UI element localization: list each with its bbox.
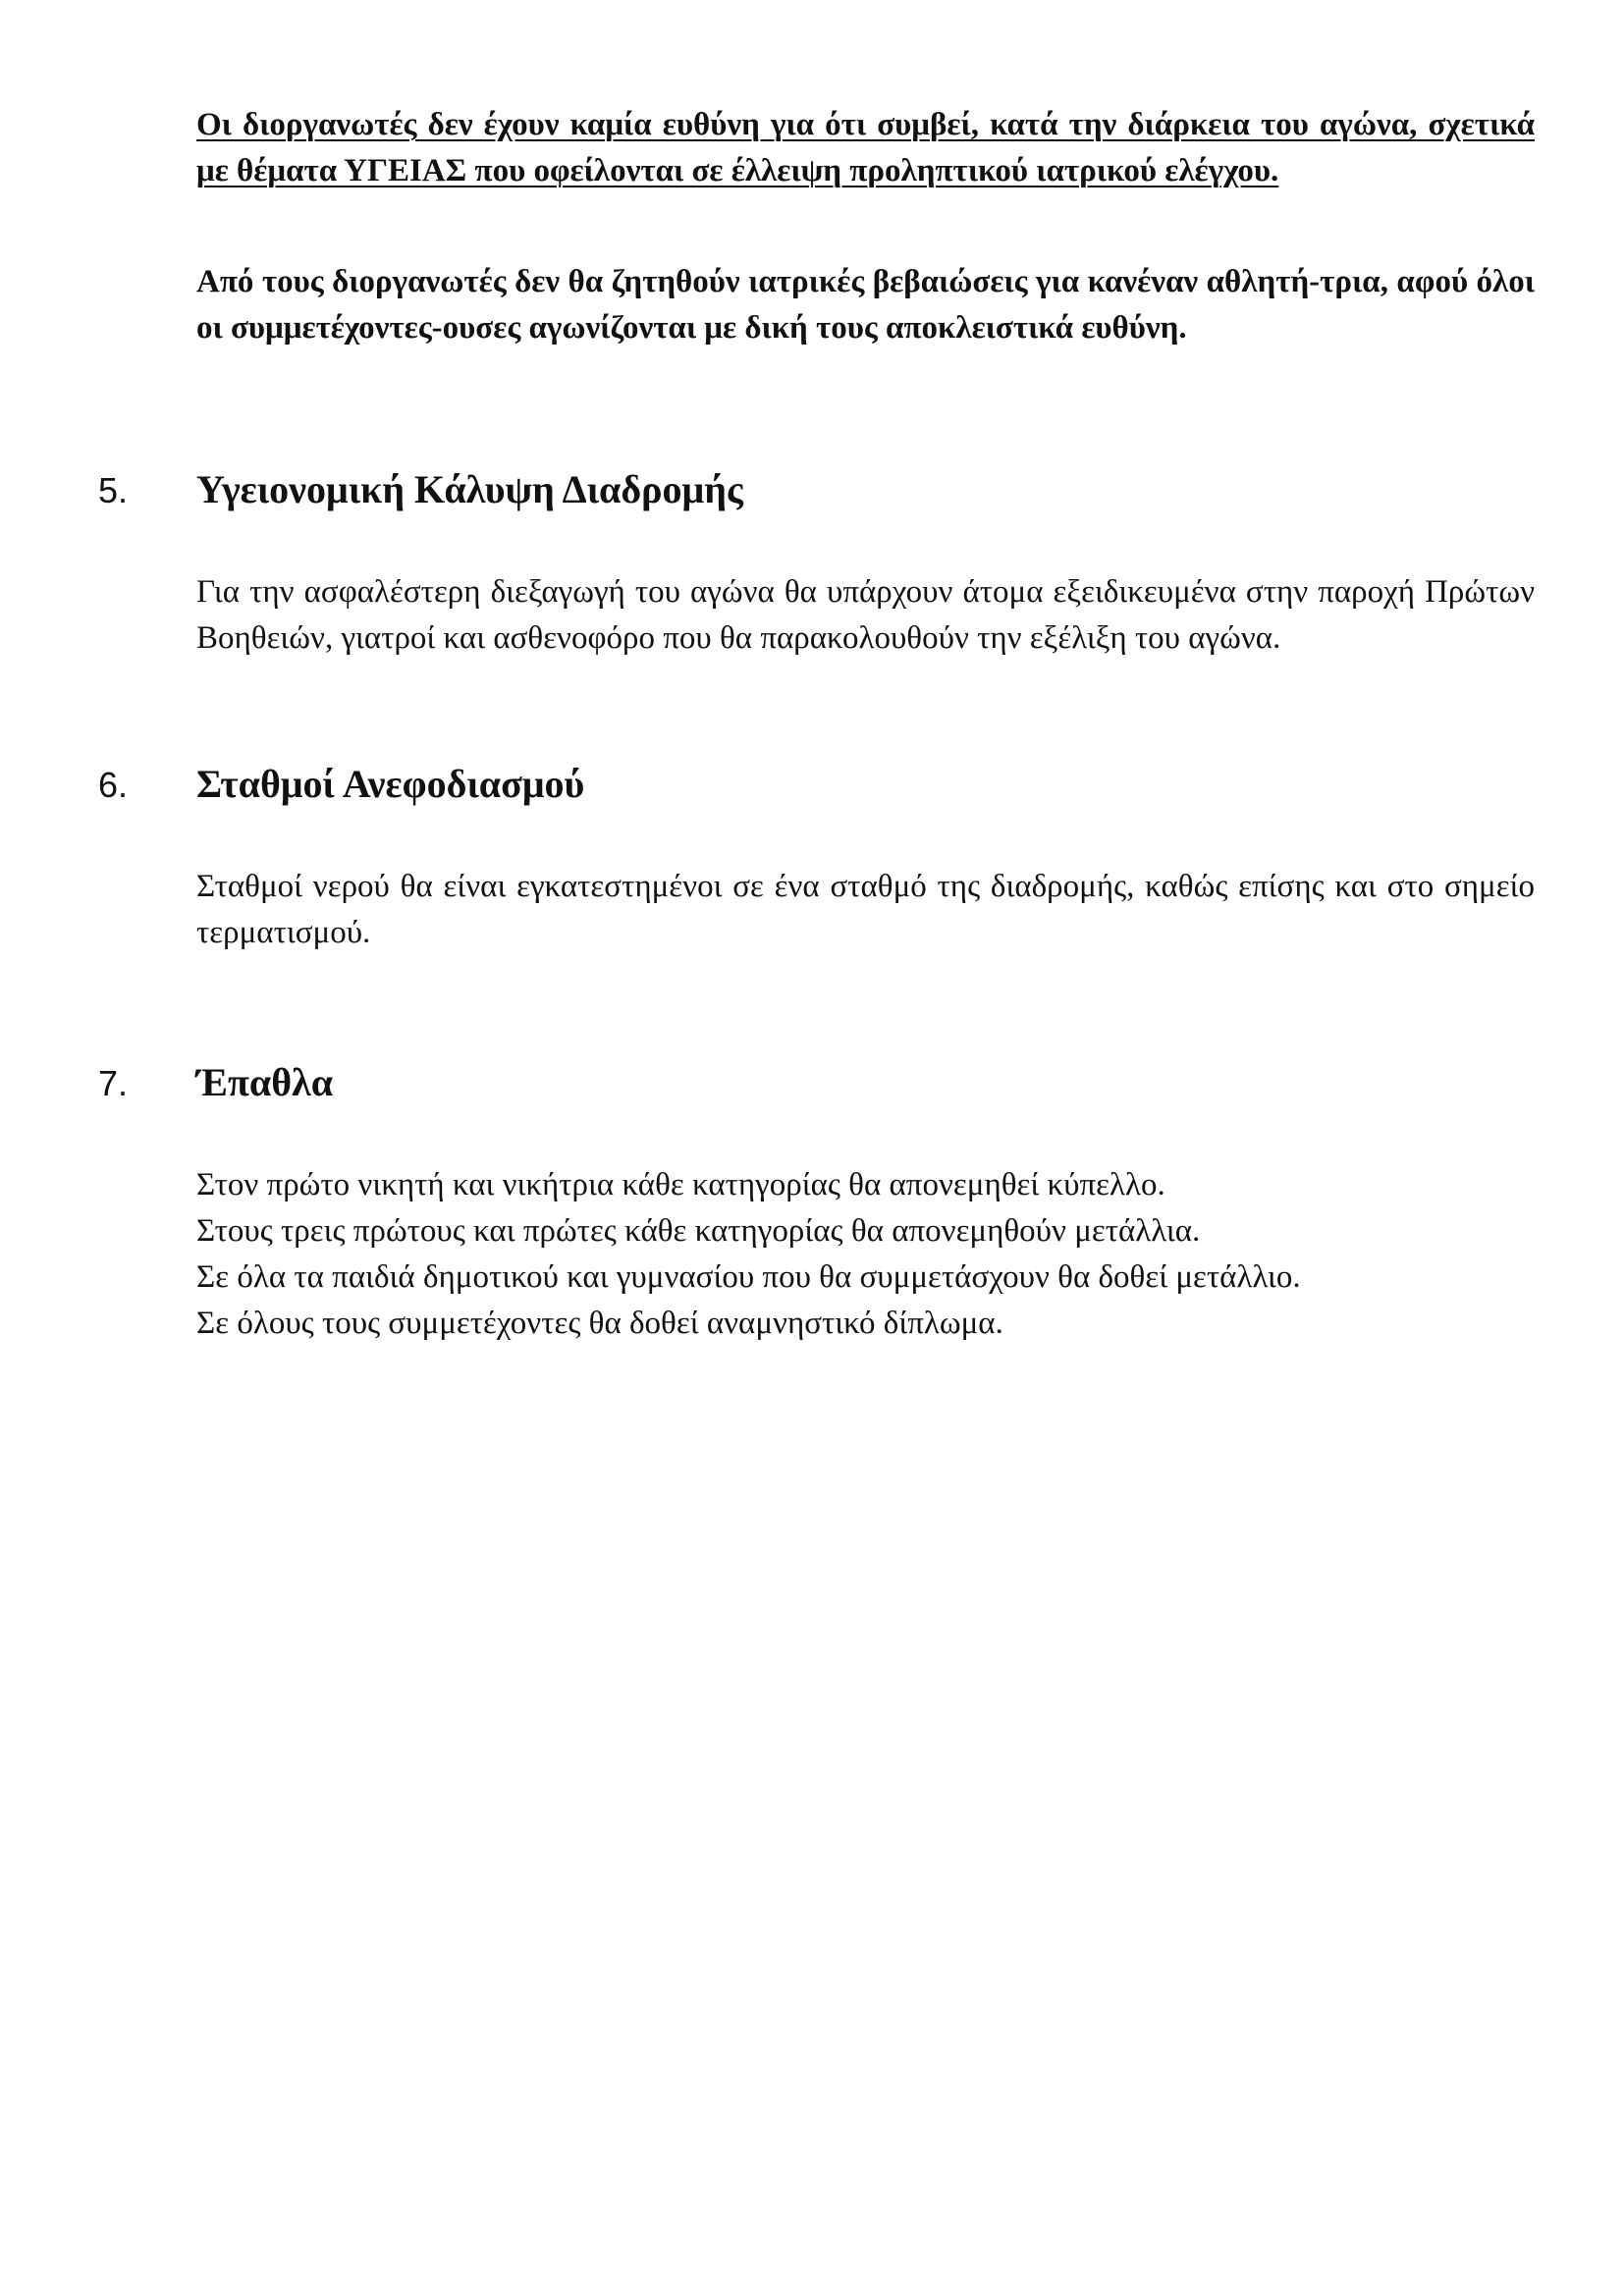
prize-line-trophy: Στον πρώτο νικητή και νικήτρια κάθε κατηγορίας θα απονεμηθεί κύπελλο. [196, 1167, 1165, 1202]
section-title: Έπαθλα [196, 1060, 334, 1104]
prize-line-diploma: Σε όλους τους συμμετέχοντες θα δοθεί αναμνηστικό δίπλωμα. [196, 1306, 1003, 1341]
prize-line-children-medals: Σε όλα τα παιδιά δημοτικού και γυμνασίου που θα συμμετάσχουν θα δοθεί μετάλλιο. [196, 1259, 1301, 1295]
section-number: 7. [98, 1063, 129, 1103]
prize-line-medals: Στους τρεις πρώτους και πρώτες κάθε κατηγορίας θα απονεμηθούν μετάλλια. [196, 1213, 1201, 1249]
section-number: 5. [98, 470, 129, 510]
medical-certificates-paragraph: Από τους διοργανωτές δεν θα ζητηθούν ιατρικές βεβαιώσεις για κανέναν αθλητή-τρια, αφού όλοι οι συμμετέχοντες-ουσες αγωνίζονται με δική τους αποκλειστικά ευθύνη. [196, 264, 1535, 346]
section-title: Σταθμοί Ανεφοδιασμού [196, 762, 585, 806]
section-heading-refreshment-stations [98, 760, 1532, 810]
section-title: Υγειονομική Κάλυψη Διαδρομής [196, 467, 743, 511]
medical-coverage-paragraph: Για την ασφαλέστερη διεξαγωγή του αγώνα θα υπάρχουν άτομα εξειδικευμένα στην παροχή Πρώτων Βοηθειών, γιατροί και ασθενοφόρο που θα παρακολουθούν την εξέλιξη του αγώνα. [196, 574, 1535, 656]
section-heading-medical-coverage [98, 465, 1532, 515]
section-number: 6. [98, 765, 129, 805]
health-disclaimer-paragraph: Οι διοργανωτές δεν έχουν καμία ευθύνη για ότι συμβεί, κατά την διάρκεια του αγώνα, σχετικά με θέματα ΥΓΕΙΑΣ που οφείλονται σε έλλειψη προληπτικού ιατρικού ελέγχου. [196, 107, 1535, 188]
refreshment-stations-paragraph: Σταθμοί νερού θα είναι εγκατεστημένοι σε ένα σταθμό της διαδρομής, καθώς επίσης και στο σημείο τερματισμού. [196, 869, 1535, 950]
section-heading-prizes [98, 1058, 1532, 1108]
